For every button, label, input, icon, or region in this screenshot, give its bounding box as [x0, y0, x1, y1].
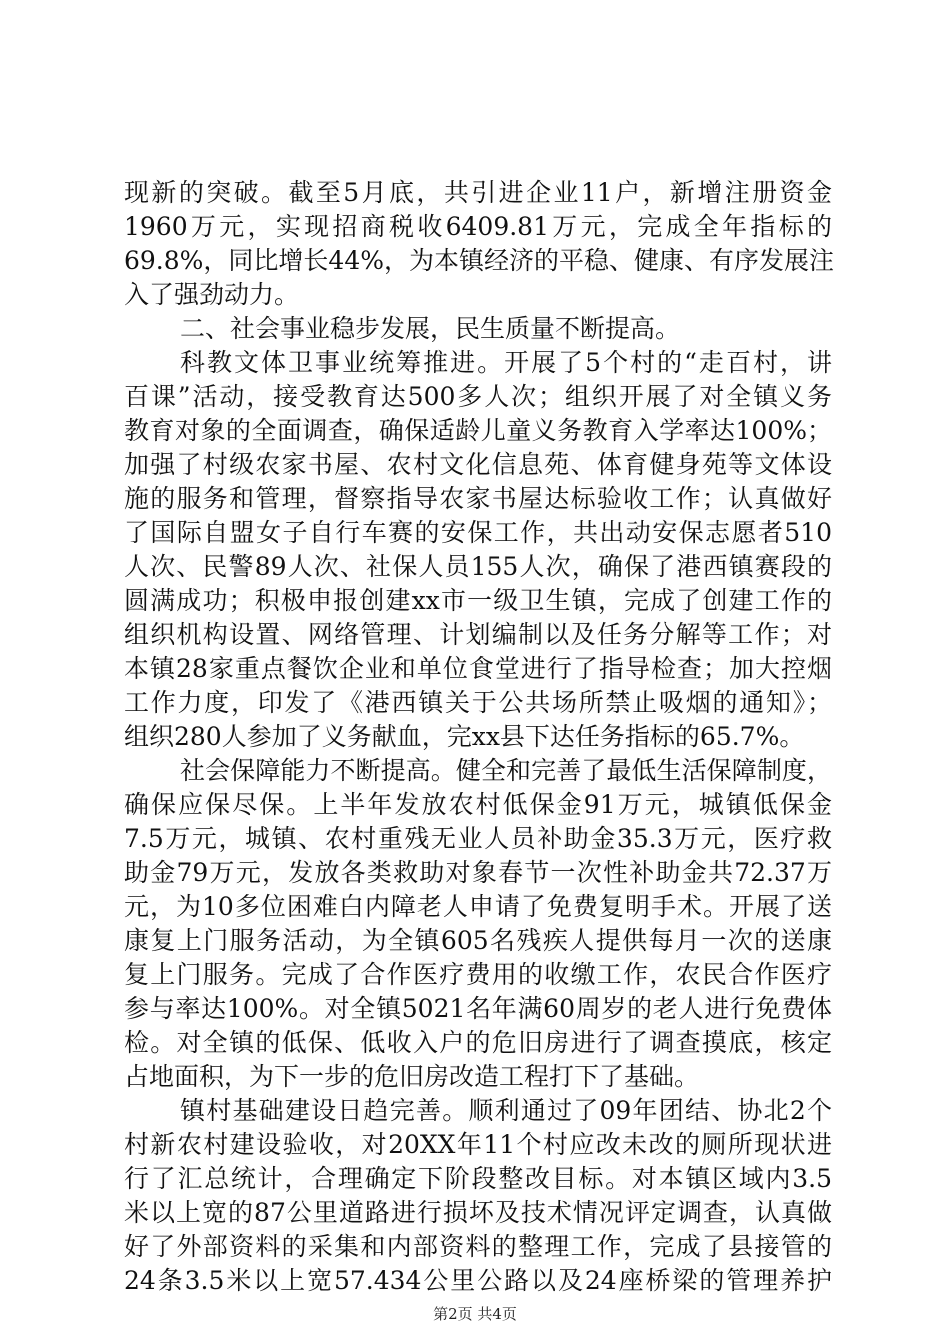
text-line: 人次、民警89人次、社保人员155人次，确保了港西镇赛段的	[124, 552, 832, 581]
text-line: 镇村基础建设日趋完善。顺利通过了09年团结、协北2个	[180, 1096, 832, 1125]
text-line: 元，为10多位困难白内障老人申请了免费复明手术。开展了送	[124, 892, 832, 921]
text-line: 69.8%，同比增长44%，为本镇经济的平稳、健康、有序发展注	[124, 246, 834, 275]
text-line: 工作力度，印发了《港西镇关于公共场所禁止吸烟的通知》；	[124, 688, 832, 717]
page-footer: 第2页 共4页	[433, 1305, 517, 1323]
text-line: 百课”活动，接受教育达500多人次；组织开展了对全镇义务	[124, 382, 832, 411]
text-line: 康复上门服务活动，为全镇605名残疾人提供每月一次的送康	[124, 926, 832, 955]
text-line: 1960万元，实现招商税收6409.81万元，完成全年指标的	[124, 212, 832, 241]
text-line: 加强了村级农家书屋、农村文化信息苑、体育健身苑等文体设	[124, 450, 832, 479]
section-heading: 二、社会事业稳步发展，民生质量不断提高。	[180, 314, 681, 343]
text-line: 助金79万元，发放各类救助对象春节一次性补助金共72.37万	[124, 858, 832, 887]
text-line: 入了强劲动力。	[124, 280, 300, 309]
text-line: 复上门服务。完成了合作医疗费用的收缴工作，农民合作医疗	[124, 960, 832, 989]
text-line: 社会保障能力不断提高。健全和完善了最低生活保障制度，	[180, 756, 832, 785]
text-line: 检。对全镇的低保、低收入户的危旧房进行了调查摸底，核定	[124, 1028, 832, 1057]
text-line: 科教文体卫事业统筹推进。开展了5个村的“走百村，讲	[180, 348, 832, 377]
text-line: 施的服务和管理，督察指导农家书屋达标验收工作；认真做好	[124, 484, 832, 513]
text-line: 占地面积，为下一步的危旧房改造工程打下了基础。	[124, 1062, 700, 1091]
text-line: 7.5万元，城镇、农村重残无业人员补助金35.3万元，医疗救	[124, 824, 832, 853]
text-line: 参与率达100%。对全镇5021名年满60周岁的老人进行免费体	[124, 994, 832, 1023]
text-line: 组织280人参加了义务献血，完xx县下达任务指标的65.7%。	[124, 722, 805, 751]
text-line: 米以上宽的87公里道路进行损坏及技术情况评定调查，认真做	[124, 1198, 832, 1227]
text-line: 本镇28家重点餐饮企业和单位食堂进行了指导检查；加大控烟	[124, 654, 832, 683]
text-line: 教育对象的全面调查，确保适龄儿童义务教育入学率达100%；	[124, 416, 832, 445]
text-line: 组织机构设置、网络管理、计划编制以及任务分解等工作；对	[124, 620, 832, 649]
text-line: 了国际自盟女子自行车赛的安保工作，共出动安保志愿者510	[124, 518, 832, 547]
text-line: 行了汇总统计，合理确定下阶段整改目标。对本镇区域内3.5	[124, 1164, 832, 1193]
text-line: 好了外部资料的采集和内部资料的整理工作，完成了县接管的	[124, 1232, 832, 1261]
text-line: 24条3.5米以上宽57.434公里公路以及24座桥梁的管理养护	[124, 1266, 832, 1295]
text-line: 圆满成功；积极申报创建xx市一级卫生镇，完成了创建工作的	[124, 586, 832, 615]
text-line: 村新农村建设验收，对20XX年11个村应改未改的厕所现状进	[124, 1130, 832, 1159]
text-line: 确保应保尽保。上半年发放农村低保金91万元，城镇低保金	[124, 790, 832, 819]
text-line: 现新的突破。截至5月底，共引进企业11户，新增注册资金	[124, 178, 832, 207]
